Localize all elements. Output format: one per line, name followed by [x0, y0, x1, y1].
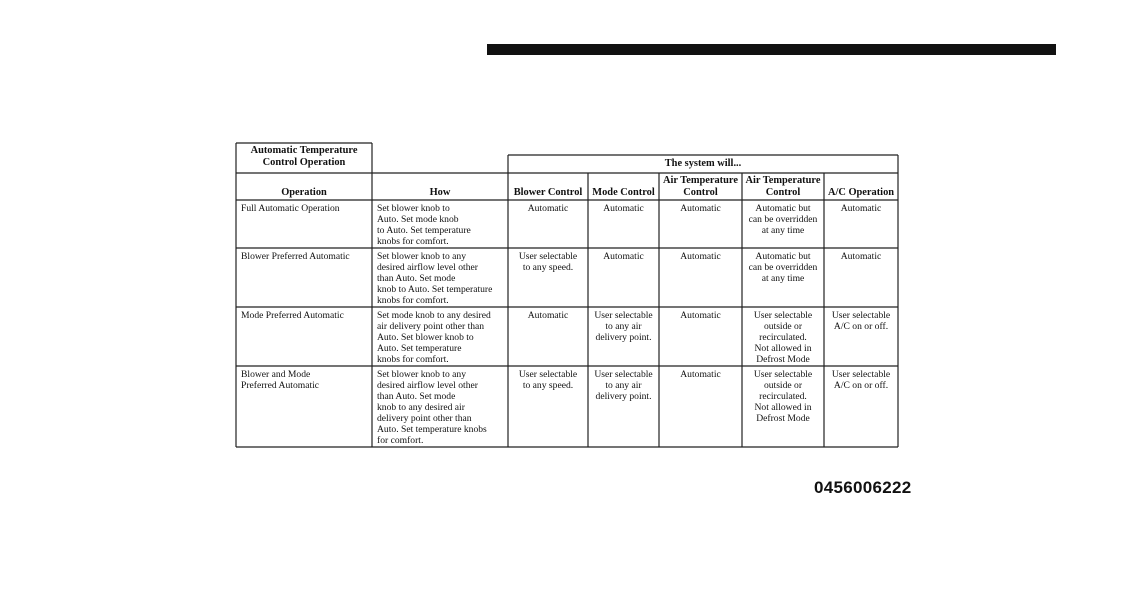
table-cell-how: Set blower knob to any desired airflow level other than Auto. Set mode knob to Auto. Set temperature knobs for comfort. — [377, 251, 493, 306]
table-cell-how: Set mode knob to any desired air delivery point other than Auto. Set blower knob to Auto. Set temperature knobs for comfort. — [377, 310, 491, 365]
table-cell-air-temp: Automatic — [680, 203, 721, 214]
column-header-air-temp: Air Temperature Control — [663, 175, 738, 198]
table-cell-mode: Automatic — [603, 251, 644, 262]
table-cell-ac: User selectable A/C on or off. — [831, 369, 891, 391]
table-cell-air-temp2: User selectable outside or recirculated. Not allowed in Defrost Mode — [753, 369, 813, 424]
table-cell-ac: Automatic — [840, 251, 882, 262]
table-cell-how: Set blower knob to any desired airflow level other than Auto. Set mode knob to any desired air delivery point other than Auto. Set temperature knobs for comfort. — [377, 369, 487, 446]
table-cell-air-temp2: Automatic but can be overridden at any time — [748, 203, 818, 236]
table-cell-blower: Automatic — [527, 310, 569, 321]
table-cell-operation: Blower Preferred Automatic — [241, 251, 350, 262]
table-cell-ac: User selectable A/C on or off. — [831, 310, 891, 332]
column-header-ac: A/C Operation — [827, 186, 895, 198]
table-cell-operation: Full Automatic Operation — [241, 203, 340, 214]
table-cell-air-temp: Automatic — [680, 310, 721, 321]
group-header: The system will... — [664, 158, 742, 169]
table-cell-blower: User selectable to any speed. — [518, 251, 578, 273]
table-cell-mode: Automatic — [603, 203, 644, 214]
column-header-operation: Operation — [281, 186, 327, 198]
column-header-blower: Blower Control — [513, 186, 583, 198]
table-cell-air-temp2: User selectable outside or recirculated. Not allowed in Defrost Mode — [753, 310, 813, 365]
table-cell-how: Set blower knob to Auto. Set mode knob to Auto. Set temperature knobs for comfort. — [377, 203, 471, 247]
table-cell-mode: User selectable to any air delivery point. — [594, 369, 653, 402]
table-title: Automatic Temperature Control Operation — [250, 145, 358, 168]
table-cell-air-temp2: Automatic but can be overridden at any time — [748, 251, 818, 284]
column-header-air-temp2: Air Temperature Control — [745, 175, 821, 198]
table-cell-mode: User selectable to any air delivery point. — [594, 310, 653, 343]
table-cell-operation: Mode Preferred Automatic — [241, 310, 344, 321]
table-cell-air-temp: Automatic — [680, 369, 721, 380]
table-cell-blower: User selectable to any speed. — [518, 369, 578, 391]
column-header-how: How — [429, 186, 451, 198]
column-header-mode: Mode Control — [592, 186, 655, 198]
table-cell-air-temp: Automatic — [680, 251, 721, 262]
table-cell-operation: Blower and Mode Preferred Automatic — [241, 369, 320, 391]
table-cell-ac: Automatic — [840, 203, 882, 214]
table-cell-blower: Automatic — [527, 203, 569, 214]
reference-code: 0456006222 — [814, 478, 912, 497]
